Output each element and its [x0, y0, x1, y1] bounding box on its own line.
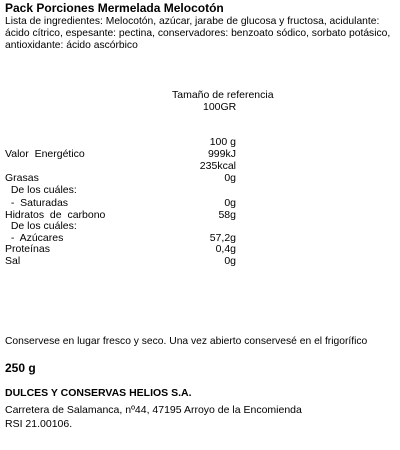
nutrition-name: De los cuáles: — [5, 220, 77, 232]
nutrition-name: Sal — [5, 255, 21, 267]
nutrition-value: 235kcal — [199, 160, 236, 172]
nutrition-name: De los cuáles: — [5, 184, 77, 196]
nutrition-value: 57,2g — [209, 232, 236, 244]
nutrition-value: 100 g — [209, 136, 236, 148]
nutrition-name: - Azúcares — [5, 232, 64, 244]
net-weight: 250 g — [5, 361, 36, 375]
nutrition-value: 58g — [218, 209, 236, 221]
reference-size-label: Tamaño de referencia — [172, 89, 274, 101]
nutrition-value: 0,4g — [215, 243, 236, 255]
nutrition-name: Proteínas — [5, 243, 50, 255]
company-name: DULCES Y CONSERVAS HELIOS S.A. — [5, 387, 192, 399]
nutrition-value: 0g — [224, 255, 236, 267]
nutrition-name: Valor Energético — [5, 148, 85, 160]
ingredients-list: Lista de ingredientes: Melocotón, azúcar, jarabe de glucosa y fructosa, acidulante: ácido cítrico, espesante: pectina, conservadores: benzoato sódico, sorbato potásico, antioxidante: ácido ascórbico — [5, 16, 391, 51]
product-title: Pack Porciones Mermelada Melocotón — [5, 1, 224, 15]
nutrition-name: Grasas — [5, 172, 39, 184]
storage-note: Conservese en lugar fresco y seco. Una vez abierto conservesé en el frigorífico — [5, 336, 368, 347]
nutrition-name: Hidratos de carbono — [5, 209, 106, 221]
nutrition-value: 999kJ — [207, 148, 236, 160]
nutrition-name: - Saturadas — [5, 197, 69, 209]
company-rsi: RSI 21.00106. — [5, 418, 73, 430]
nutrition-value: 0g — [224, 172, 236, 184]
company-address: Carretera de Salamanca, nº44, 47195 Arroyo de la Encomienda — [5, 404, 302, 416]
nutrition-value: 0g — [224, 197, 236, 209]
reference-size-value: 100GR — [203, 101, 237, 113]
